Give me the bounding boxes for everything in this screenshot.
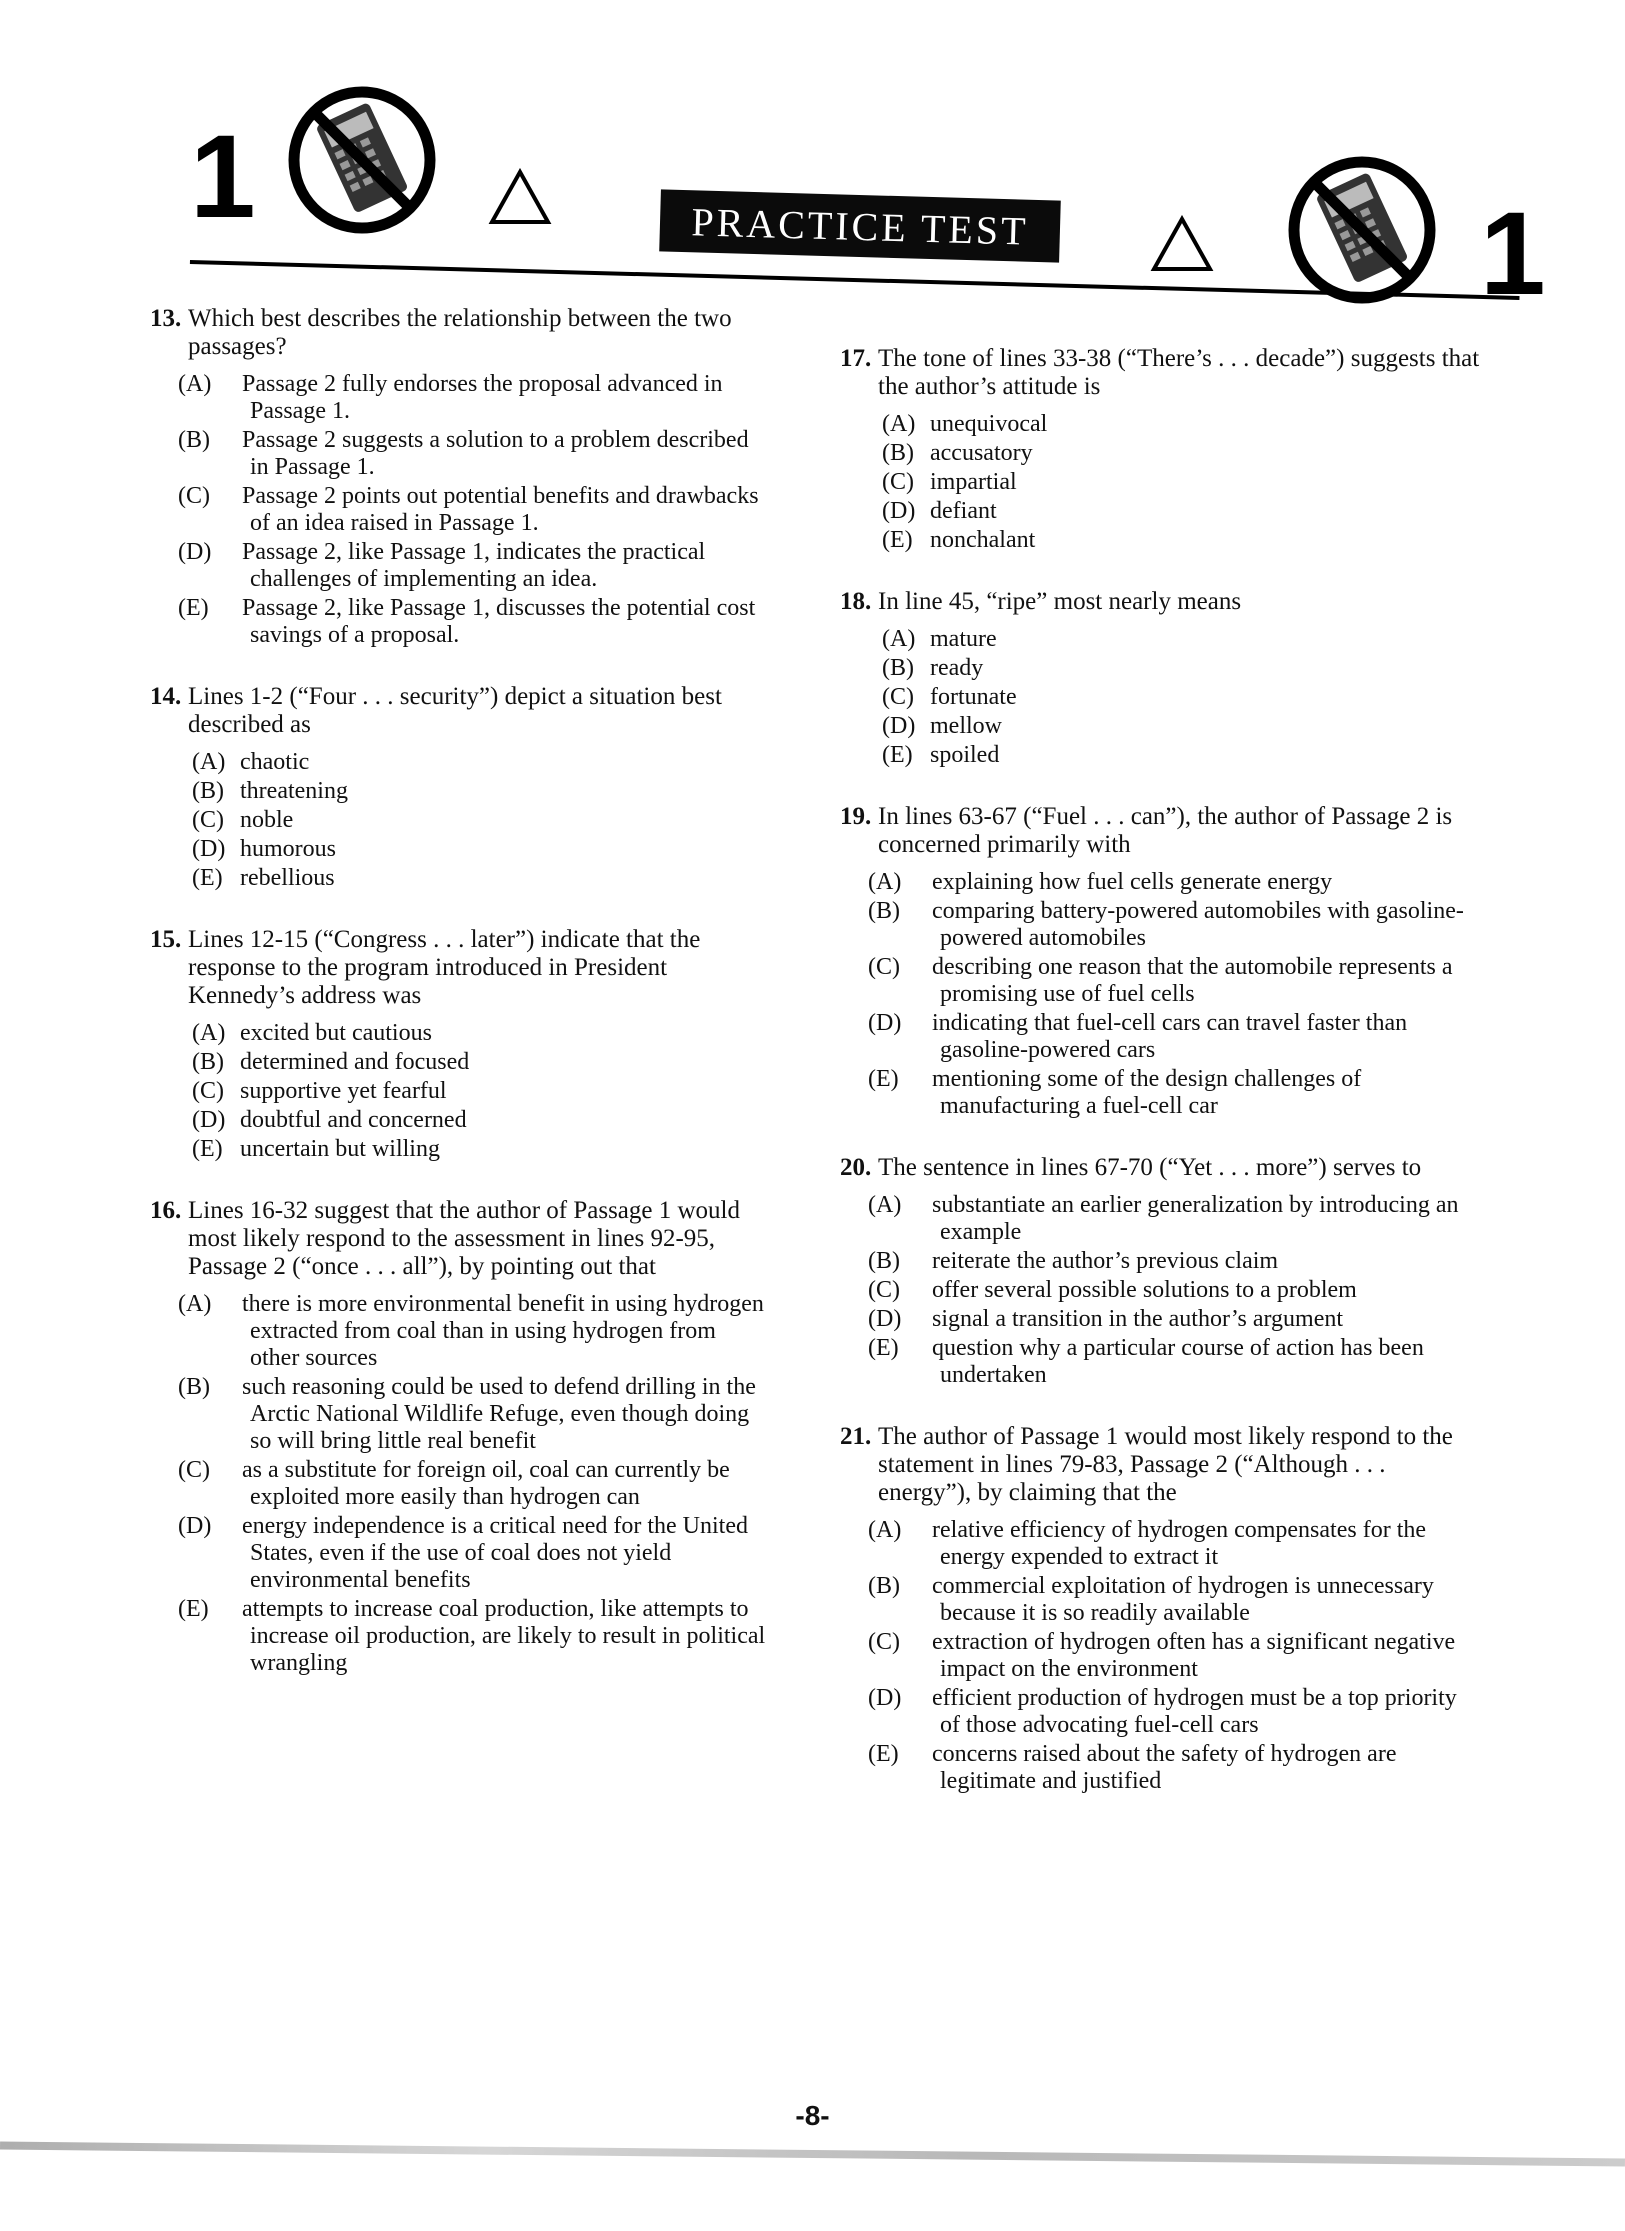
answer-choice: (C) extraction of hydrogen often has a significant negative impact on the environment (868, 1629, 1456, 1682)
page-number: -8- (795, 2100, 830, 2131)
answer-choice: (B) comparing battery-powered automobiles with gasoline-powered automobiles (868, 898, 1464, 951)
answer-choice: (B) accusatory (882, 440, 1033, 466)
answer-choice: (A) mature (882, 626, 997, 652)
answer-choice: (B) ready (882, 655, 984, 681)
answer-choice: (C) Passage 2 points out potential benefits and drawbacks of an idea raised in Passage 1. (178, 483, 759, 536)
question-17 (840, 345, 1480, 554)
question-19 (840, 803, 1480, 1120)
answer-choice: (C) fortunate (882, 684, 1017, 710)
scan-edge-divider (0, 2141, 1625, 2166)
answer-choice: (B) threatening (192, 778, 348, 804)
question-stem: In lines 63-67 (“Fuel . . . can”), the author of Passage 2 is concerned primarily with (878, 803, 1453, 858)
question-21 (840, 1423, 1480, 1795)
question-stem: Lines 1-2 (“Four . . . security”) depict a situation best described as (188, 683, 722, 738)
answer-choice: (C) as a substitute for foreign oil, coal can currently be exploited more easily than hydrogen can (178, 1457, 730, 1510)
question-number: 15. (150, 926, 182, 953)
question-stem: Lines 16-32 suggest that the author of Passage 1 would most likely respond to the assessment in lines 92-95, Passage 2 (“once . . . all”), by pointing out that (188, 1197, 740, 1280)
answer-choice: (A) substantiate an earlier generalization by introducing an example (868, 1192, 1459, 1245)
question-stem: In line 45, “ripe” most nearly means (878, 588, 1242, 615)
answer-choice: (E) question why a particular course of action has been undertaken (868, 1335, 1424, 1388)
answer-choice: (E) attempts to increase coal production, like attempts to increase oil production, are likely to result in political wrangling (178, 1596, 766, 1676)
answer-choice: (E) rebellious (192, 865, 335, 891)
left-column (150, 305, 770, 1711)
answer-choice: (E) spoiled (882, 742, 1000, 768)
question-number: 14. (150, 683, 182, 710)
question-20 (840, 1154, 1480, 1389)
answer-choice: (A) unequivocal (882, 411, 1048, 437)
no-calculator-icon (1282, 150, 1442, 310)
question-stem: The author of Passage 1 would most likely respond to the statement in lines 79-83, Passage 2 (“Although . . . energy”), by claiming that the (878, 1423, 1453, 1506)
answer-choice: (C) noble (192, 807, 294, 833)
question-18 (840, 588, 1480, 769)
answer-choice: (D) doubtful and concerned (192, 1107, 467, 1133)
question-stem: The sentence in lines 67-70 (“Yet . . . more”) serves to (878, 1154, 1422, 1181)
answer-choice: (D) indicating that fuel-cell cars can travel faster than gasoline-powered cars (868, 1010, 1408, 1063)
question-stem: The tone of lines 33-38 (“There’s . . . decade”) suggests that the author’s attitude is (878, 345, 1480, 400)
answer-choice: (B) determined and focused (192, 1049, 470, 1075)
answer-choice: (B) reiterate the author’s previous claim (868, 1248, 1279, 1274)
right-column (840, 345, 1480, 1829)
answer-choice: (D) defiant (882, 498, 997, 524)
answer-choice: (C) offer several possible solutions to a problem (868, 1277, 1357, 1303)
answer-choice: (D) humorous (192, 836, 336, 862)
answer-choice: (B) such reasoning could be used to defend drilling in the Arctic National Wildlife Refuge, even though doing so will bring little real benefit (178, 1374, 756, 1454)
question-number: 20. (840, 1154, 872, 1181)
answer-choice: (E) Passage 2, like Passage 1, discusses the potential cost savings of a proposal. (178, 595, 756, 648)
answer-choice: (C) impartial (882, 469, 1017, 495)
section-number-left: 1 (190, 111, 256, 243)
answer-choice: (C) supportive yet fearful (192, 1078, 447, 1104)
practice-test-banner: PRACTICE TEST (659, 189, 1061, 262)
answer-choice: (A) Passage 2 fully endorses the proposal advanced in Passage 1. (178, 371, 723, 424)
question-14 (150, 683, 770, 892)
answer-choice: (A) excited but cautious (192, 1020, 432, 1046)
question-number: 21. (840, 1423, 872, 1450)
question-15 (150, 926, 770, 1163)
answer-choice: (D) signal a transition in the author’s argument (868, 1306, 1344, 1332)
section-number-right: 1 (1480, 188, 1546, 320)
question-number: 19. (840, 803, 872, 830)
answer-choice: (A) relative efficiency of hydrogen compensates for the energy expended to extract it (868, 1517, 1427, 1570)
answer-choice: (D) Passage 2, like Passage 1, indicates the practical challenges of implementing an idea. (178, 539, 706, 592)
question-stem: Lines 12-15 (“Congress . . . later”) indicate that the response to the program introduced in President Kennedy’s address was (188, 926, 701, 1009)
question-16 (150, 1197, 770, 1677)
answer-choice: (E) nonchalant (882, 527, 1036, 553)
answer-choice: (E) mentioning some of the design challenges of manufacturing a fuel-cell car (868, 1066, 1362, 1119)
no-calculator-icon (282, 80, 442, 240)
question-13 (150, 305, 770, 649)
question-number: 17. (840, 345, 872, 372)
question-number: 18. (840, 588, 872, 615)
answer-choice: (E) uncertain but willing (192, 1136, 440, 1162)
question-number: 13. (150, 305, 182, 332)
answer-choice: (B) commercial exploitation of hydrogen is unnecessary because it is so readily available (868, 1573, 1434, 1626)
answer-choice: (C) describing one reason that the automobile represents a promising use of fuel cells (868, 954, 1453, 1007)
answer-choice: (A) explaining how fuel cells generate energy (868, 869, 1333, 895)
answer-choice: (E) concerns raised about the safety of hydrogen are legitimate and justified (868, 1741, 1397, 1794)
question-number: 16. (150, 1197, 182, 1224)
answer-choice: (A) chaotic (192, 749, 310, 775)
answer-choice: (A) there is more environmental benefit in using hydrogen extracted from coal than in using hydrogen from other sources (178, 1291, 764, 1371)
triangle-icon (488, 168, 552, 226)
answer-choice: (D) mellow (882, 713, 1002, 739)
question-stem: Which best describes the relationship between the two passages? (188, 305, 732, 360)
answer-choice: (D) efficient production of hydrogen must be a top priority of those advocating fuel-cell cars (868, 1685, 1457, 1738)
answer-choice: (B) Passage 2 suggests a solution to a problem described in Passage 1. (178, 427, 749, 480)
triangle-icon (1150, 215, 1214, 273)
answer-choice: (D) energy independence is a critical need for the United States, even if the use of coal does not yield environmental benefits (178, 1513, 749, 1593)
